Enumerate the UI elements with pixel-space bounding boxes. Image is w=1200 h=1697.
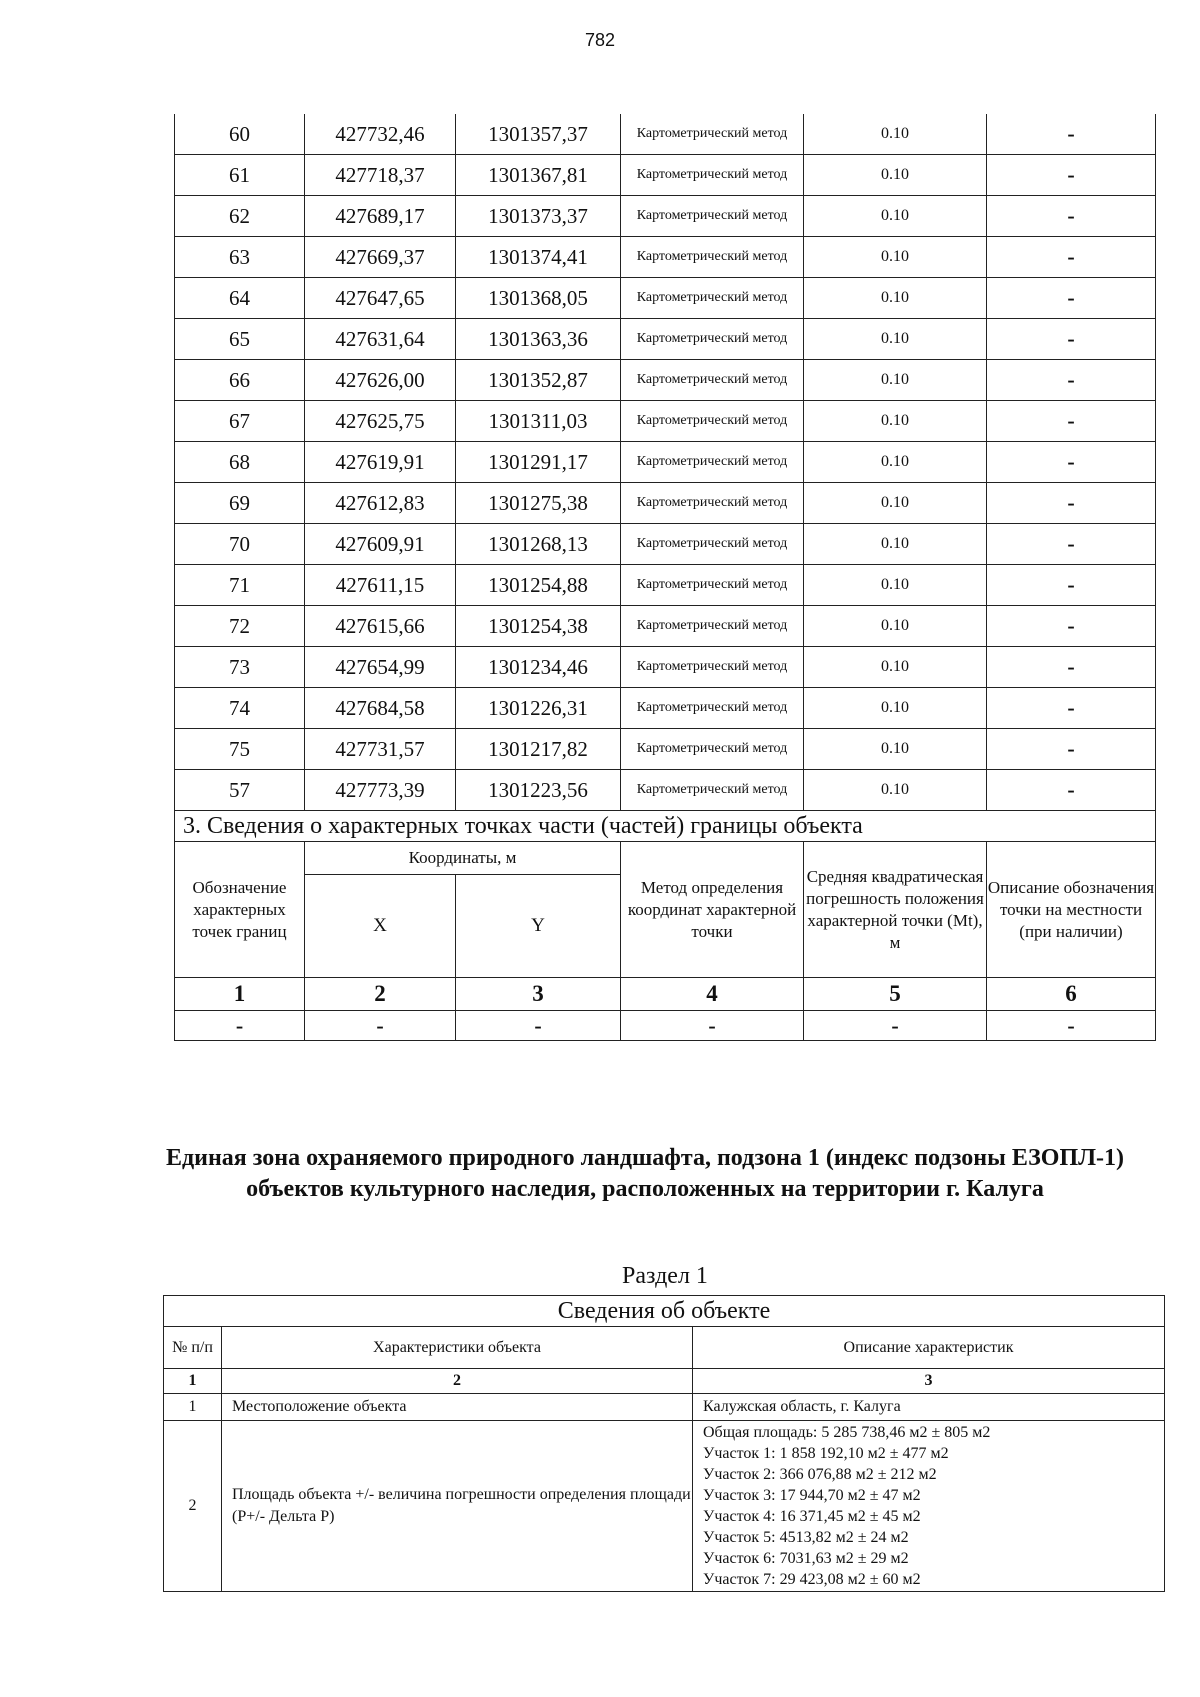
coord-x: 427615,66 [305,606,456,647]
point-row [175,196,1156,237]
description: - [987,770,1156,811]
point-number: 67 [175,401,305,442]
coord-y: 1301311,03 [456,401,621,442]
error-value: 0.10 [804,647,987,688]
method: Картометрический метод [621,237,804,278]
object-row-location [164,1394,1165,1421]
method: Картометрический метод [621,565,804,606]
point-row [175,565,1156,606]
row-characteristic: Площадь объекта +/- величина погрешности определения площади (P+/- Дельта P) [222,1421,693,1592]
coordinates-table [174,114,1156,1041]
empty-cell: - [804,1011,987,1041]
area-total: Общая площадь: 5 285 738,46 м2 ± 805 м2 [703,1424,991,1441]
error-value: 0.10 [804,729,987,770]
description: - [987,237,1156,278]
point-number: 64 [175,278,305,319]
method: Картометрический метод [621,319,804,360]
description: - [987,688,1156,729]
point-row [175,319,1156,360]
coord-y: 1301373,37 [456,196,621,237]
coord-x: 427626,00 [305,360,456,401]
point-row [175,524,1156,565]
description: - [987,155,1156,196]
point-number: 57 [175,770,305,811]
header-y: Y [456,875,621,978]
coord-x: 427631,64 [305,319,456,360]
header-description: Описание обозначения точки на местности (при наличии) [987,842,1156,978]
error-value: 0.10 [804,237,987,278]
method: Картометрический метод [621,196,804,237]
coord-y: 1301223,56 [456,770,621,811]
coord-y: 1301357,37 [456,114,621,155]
point-row [175,647,1156,688]
error-value: 0.10 [804,360,987,401]
section3-title: 3. Сведения о характерных точках части (частей) границы объекта [175,811,1156,842]
point-number: 62 [175,196,305,237]
coord-y: 1301367,81 [456,155,621,196]
coord-y: 1301226,31 [456,688,621,729]
error-value: 0.10 [804,114,987,155]
area-plot-1: Участок 1: 1 858 192,10 м2 ± 477 м2 [703,1445,949,1462]
method: Картометрический метод [621,360,804,401]
point-number: 69 [175,483,305,524]
error-value: 0.10 [804,770,987,811]
header-method: Метод определения координат характерной точки [621,842,804,978]
description: - [987,524,1156,565]
method: Картометрический метод [621,688,804,729]
point-number: 63 [175,237,305,278]
column-number: 1 [164,1369,222,1394]
point-row [175,155,1156,196]
description: - [987,196,1156,237]
area-values [693,1421,1165,1592]
point-row [175,237,1156,278]
method: Картометрический метод [621,524,804,565]
point-row [175,442,1156,483]
area-plot-2: Участок 2: 366 076,88 м2 ± 212 м2 [703,1466,937,1483]
header-error: Средняя квадратическая погрешность положения характерной точки (Mt), м [804,842,987,978]
point-number: 66 [175,360,305,401]
method: Картометрический метод [621,155,804,196]
error-value: 0.10 [804,565,987,606]
method: Картометрический метод [621,401,804,442]
row-num: 1 [164,1394,222,1421]
description: - [987,565,1156,606]
point-number: 71 [175,565,305,606]
coord-x: 427718,37 [305,155,456,196]
row-num: 2 [164,1421,222,1592]
header-characteristics: Характеристики объекта [222,1327,693,1369]
method: Картометрический метод [621,483,804,524]
header-coordinates: Координаты, м [305,842,621,875]
coord-x: 427619,91 [305,442,456,483]
description: - [987,729,1156,770]
coord-y: 1301268,13 [456,524,621,565]
coord-y: 1301363,36 [456,319,621,360]
area-plot-5: Участок 5: 4513,82 м2 ± 24 м2 [703,1529,909,1546]
point-number: 74 [175,688,305,729]
object-row-area [164,1421,1165,1592]
coord-x: 427773,39 [305,770,456,811]
description: - [987,319,1156,360]
error-value: 0.10 [804,524,987,565]
point-number: 61 [175,155,305,196]
header-description: Описание характеристик [693,1327,1165,1369]
description: - [987,401,1156,442]
column-number: 1 [175,978,305,1011]
page-number: 782 [584,30,616,50]
row-characteristic: Местоположение объекта [222,1394,693,1421]
error-value: 0.10 [804,155,987,196]
method: Картометрический метод [621,442,804,483]
header-designation: Обозначение характерных точек границ [175,842,305,978]
point-number: 72 [175,606,305,647]
point-row [175,278,1156,319]
description: - [987,360,1156,401]
coord-x: 427732,46 [305,114,456,155]
error-value: 0.10 [804,483,987,524]
coord-x: 427684,58 [305,688,456,729]
coord-x: 427731,57 [305,729,456,770]
point-row [175,483,1156,524]
area-plot-6: Участок 6: 7031,63 м2 ± 29 м2 [703,1550,909,1567]
empty-row [175,1011,1156,1041]
description: - [987,606,1156,647]
method: Картометрический метод [621,770,804,811]
coord-x: 427689,17 [305,196,456,237]
empty-cell: - [987,1011,1156,1041]
coord-x: 427609,91 [305,524,456,565]
error-value: 0.10 [804,442,987,483]
row-value: Калужская область, г. Калуга [693,1394,1165,1421]
point-number: 65 [175,319,305,360]
point-number: 68 [175,442,305,483]
column-number: 5 [804,978,987,1011]
column-number: 6 [987,978,1156,1011]
coord-y: 1301254,38 [456,606,621,647]
empty-cell: - [175,1011,305,1041]
column-numbers-row [175,978,1156,1011]
coord-y: 1301368,05 [456,278,621,319]
coord-y: 1301374,41 [456,237,621,278]
object-info-table [163,1295,1165,1592]
coord-x: 427611,15 [305,565,456,606]
error-value: 0.10 [804,401,987,442]
column-number: 2 [305,978,456,1011]
point-number: 75 [175,729,305,770]
method: Картометрический метод [621,114,804,155]
point-number: 73 [175,647,305,688]
method: Картометрический метод [621,278,804,319]
empty-cell: - [621,1011,804,1041]
header-num: № п/п [164,1327,222,1369]
header-x: X [305,875,456,978]
error-value: 0.10 [804,319,987,360]
coord-y: 1301291,17 [456,442,621,483]
column-number: 3 [456,978,621,1011]
description: - [987,442,1156,483]
coord-y: 1301275,38 [456,483,621,524]
point-row [175,360,1156,401]
coord-x: 427669,37 [305,237,456,278]
error-value: 0.10 [804,196,987,237]
description: - [987,278,1156,319]
coord-x: 427654,99 [305,647,456,688]
object-info-title: Сведения об объекте [164,1296,1165,1327]
empty-cell: - [305,1011,456,1041]
error-value: 0.10 [804,278,987,319]
section-label: Раздел 1 [622,1263,708,1289]
coord-y: 1301234,46 [456,647,621,688]
description: - [987,114,1156,155]
point-row [175,606,1156,647]
coord-y: 1301217,82 [456,729,621,770]
point-row [175,688,1156,729]
area-plot-3: Участок 3: 17 944,70 м2 ± 47 м2 [703,1487,921,1504]
point-row [175,114,1156,155]
description: - [987,647,1156,688]
column-number: 2 [222,1369,693,1394]
empty-cell: - [456,1011,621,1041]
coord-y: 1301352,87 [456,360,621,401]
error-value: 0.10 [804,688,987,729]
area-plot-4: Участок 4: 16 371,45 м2 ± 45 м2 [703,1508,921,1525]
error-value: 0.10 [804,606,987,647]
point-row [175,770,1156,811]
area-plot-7: Участок 7: 29 423,08 м2 ± 60 м2 [703,1571,921,1588]
coord-x: 427647,65 [305,278,456,319]
point-row [175,729,1156,770]
point-number: 70 [175,524,305,565]
coord-x: 427625,75 [305,401,456,442]
point-row [175,401,1156,442]
column-number: 4 [621,978,804,1011]
coord-y: 1301254,88 [456,565,621,606]
zone-title: Единая зона охраняемого природного ландшафта, подзона 1 (индекс подзоны ЕЗОПЛ-1) объектов культурного наследия, расположенных на территории г. Калуга [165,1145,1125,1202]
description: - [987,483,1156,524]
point-number: 60 [175,114,305,155]
coord-x: 427612,83 [305,483,456,524]
method: Картометрический метод [621,606,804,647]
column-number: 3 [693,1369,1165,1394]
method: Картометрический метод [621,647,804,688]
method: Картометрический метод [621,729,804,770]
